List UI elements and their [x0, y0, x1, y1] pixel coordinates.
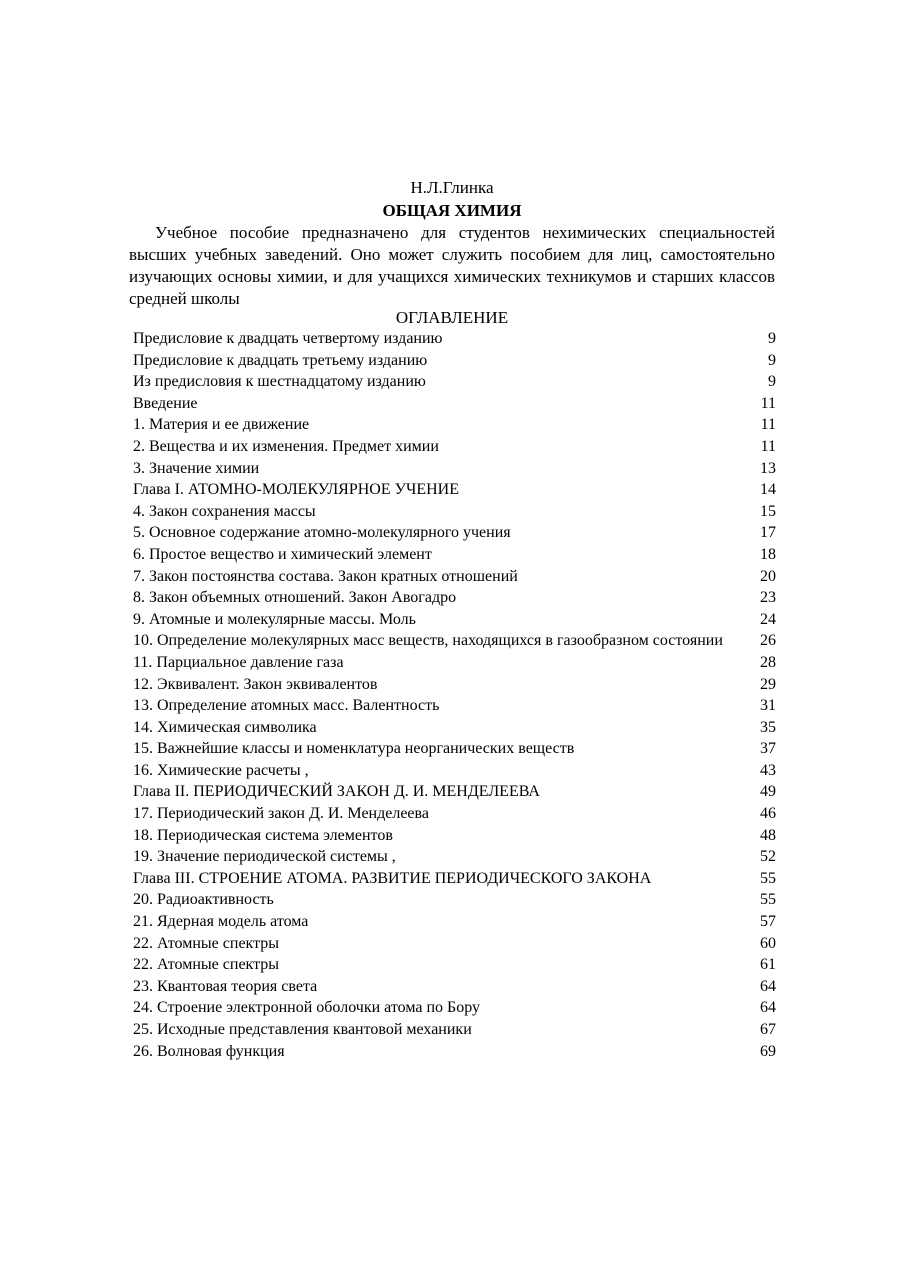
toc-entry: [133, 652, 776, 674]
toc-entry-title: Глава I. АТОМНО-МОЛЕКУЛЯРНОЕ УЧЕНИЕ: [133, 481, 460, 499]
toc-entry-page: 11: [760, 416, 776, 434]
toc-entry-page: 43: [760, 761, 776, 779]
author-name: Н.Л.Глинка: [410, 178, 494, 197]
toc-entry: [133, 458, 776, 480]
toc-entry-page: 15: [760, 502, 776, 520]
toc-entry-title: 11. Парциальное давление газа: [133, 653, 344, 671]
toc-entry-page: 46: [760, 805, 776, 823]
toc-entry: [133, 803, 776, 825]
toc-entry: [133, 501, 776, 523]
toc-entry: [133, 522, 776, 544]
toc-entry-title: 15. Важнейшие классы и номенклатура неорганических веществ: [133, 740, 575, 758]
toc-entry-title: 10. Определение молекулярных масс веществ, находящихся в газообразном состоянии: [133, 632, 723, 650]
toc-entry-page: 48: [760, 826, 776, 844]
toc-entry-title: 14. Химическая символика: [133, 718, 317, 736]
toc-entry-title: 17. Периодический закон Д. И. Менделеева: [133, 805, 429, 823]
toc-entry-title: 22. Атомные спектры: [133, 934, 280, 952]
toc-entry-page: 35: [760, 718, 776, 736]
toc-entry: [133, 911, 776, 933]
toc-entry-page: 37: [760, 740, 776, 758]
toc-entry-title: 7. Закон постоянства состава. Закон кратных отношений: [133, 567, 518, 585]
toc-entry-title: 25. Исходные представления квантовой механики: [133, 1021, 472, 1038]
toc-entry-title: Предисловие к двадцать третьему изданию: [133, 351, 428, 369]
toc-entry-page: 11: [760, 437, 776, 455]
toc-entry-title: 8. Закон объемных отношений. Закон Авогадро: [133, 589, 457, 607]
toc-entry-page: 29: [760, 675, 776, 693]
toc-entry-title: 3. Значение химии: [133, 459, 260, 477]
toc-entry: [133, 371, 776, 393]
toc-entry-page: 18: [760, 545, 776, 563]
toc-entry-title: Глава III. СТРОЕНИЕ АТОМА. РАЗВИТИЕ ПЕРИОДИЧЕСКОГО ЗАКОНА: [133, 869, 652, 887]
toc-entry-page: 20: [760, 567, 776, 585]
toc-heading: ОГЛАВЛЕНИЕ: [395, 308, 509, 327]
toc-entry-title: 19. Значение периодической системы ,: [133, 848, 396, 866]
toc-entry: [133, 328, 776, 350]
toc-entry: [133, 587, 776, 609]
toc-entry-title: 24. Строение электронной оболочки атома по Бору: [133, 999, 480, 1017]
toc-entry: [133, 738, 776, 760]
toc-entry-title: 21. Ядерная модель атома: [133, 913, 309, 931]
toc-entry: [133, 695, 776, 717]
toc-entry: [133, 544, 776, 566]
toc-entry: [133, 997, 776, 1019]
toc-entry-title: Предисловие к двадцать четвертому изданию: [133, 330, 443, 347]
toc-entry-page: 13: [760, 459, 776, 477]
toc-entry: [133, 781, 776, 803]
toc-entry: [133, 674, 776, 696]
toc-entry-page: 11: [760, 394, 776, 412]
toc-entry-title: 6. Простое вещество и химический элемент: [133, 545, 432, 563]
toc-entry-title: 20. Радиоактивность: [133, 891, 274, 909]
toc-entry: [133, 393, 776, 415]
toc-entry: [133, 868, 776, 890]
toc-entry: [133, 1019, 776, 1041]
toc-entry-title: Введение: [133, 394, 198, 412]
toc-entry-page: 9: [768, 351, 776, 369]
toc-entry-title: 22. Атомные спектры: [133, 956, 280, 974]
toc-entry: [133, 414, 776, 436]
toc-entry: [133, 350, 776, 372]
toc-entry-title: 2. Вещества и их изменения. Предмет химии: [133, 437, 439, 455]
toc-entry-page: 14: [760, 481, 776, 499]
toc-entry: [133, 1041, 776, 1063]
toc-entry-page: 9: [768, 373, 776, 391]
toc-entry-title: 5. Основное содержание атомно-молекулярного учения: [133, 524, 511, 542]
toc-entry-page: 55: [760, 891, 776, 909]
toc-entry: [133, 825, 776, 847]
toc-entry-page: 55: [760, 869, 776, 887]
toc-entry-title: Из предисловия к шестнадцатому изданию: [133, 373, 426, 391]
toc-entry-page: 23: [760, 589, 776, 607]
book-annotation: Учебное пособие предназначено для студентов нехимических специальностей высших учебных заведений. Оно может служить пособием для лиц, самостоятельно изучающих основы химии, и для учащихся химических техникумов и старших классов средней школы: [129, 223, 775, 308]
toc-entry-title: 23. Квантовая теория света: [133, 977, 318, 995]
toc-entry-page: 57: [760, 913, 776, 931]
toc-entry-page: 61: [760, 956, 776, 974]
toc-entry-title: 16. Химические расчеты ,: [133, 761, 309, 779]
toc-entry-page: 49: [760, 783, 776, 801]
toc-entry: [133, 717, 776, 739]
toc-entry-title: 1. Материя и ее движение: [133, 416, 310, 434]
toc-entry: [133, 479, 776, 501]
toc-entry-page: 67: [760, 1021, 776, 1038]
toc-entry: [133, 976, 776, 998]
toc-entry: [133, 630, 776, 652]
toc-entry-title: 13. Определение атомных масс. Валентность: [133, 697, 440, 715]
toc-entry-title: 9. Атомные и молекулярные массы. Моль: [133, 610, 416, 628]
toc-entry-page: 64: [760, 977, 776, 995]
toc-entry-page: 31: [760, 697, 776, 715]
toc-entry-page: 24: [760, 610, 776, 628]
toc-entry-page: 64: [760, 999, 776, 1017]
toc-entry-page: 28: [760, 653, 776, 671]
toc-entry-page: 60: [760, 934, 776, 952]
toc-entry-page: 69: [760, 1042, 776, 1060]
toc-entry: [133, 566, 776, 588]
book-title: ОБЩАЯ ХИМИЯ: [382, 201, 522, 220]
toc-entry: [133, 933, 776, 955]
toc-entry: [133, 889, 776, 911]
toc-entry-title: 18. Периодическая система элементов: [133, 826, 393, 844]
toc-entry-page: 9: [768, 330, 776, 347]
toc-entry: [133, 436, 776, 458]
toc-entry-page: 52: [760, 848, 776, 866]
toc-entry: [133, 846, 776, 868]
toc-entry-page: 26: [760, 632, 776, 650]
toc-entry: [133, 760, 776, 782]
table-of-contents: [133, 328, 776, 1062]
toc-entry-title: 12. Эквивалент. Закон эквивалентов: [133, 675, 378, 693]
toc-entry: [133, 954, 776, 976]
toc-entry-title: 26. Волновая функция: [133, 1042, 285, 1060]
toc-entry-title: 4. Закон сохранения массы: [133, 502, 316, 520]
toc-entry: [133, 609, 776, 631]
toc-entry-title: Глава II. ПЕРИОДИЧЕСКИЙ ЗАКОН Д. И. МЕНДЕЛЕЕВА: [133, 783, 540, 801]
toc-entry-page: 17: [760, 524, 776, 542]
